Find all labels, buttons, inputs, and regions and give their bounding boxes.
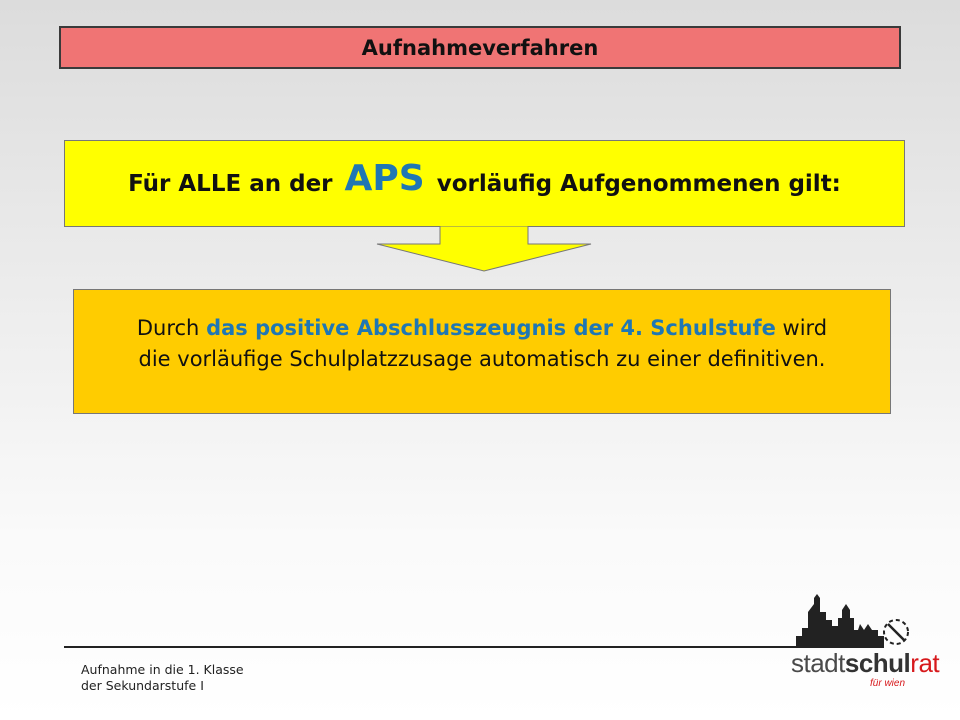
banner-text-start: Für ALLE an der (128, 170, 333, 197)
info-highlight: das positive Abschlusszeugnis der 4. Schulstufe (206, 315, 776, 340)
info-line-1-start: Durch (136, 315, 200, 340)
info-line-2: die vorläufige Schulplatzzusage automatisch zu einer definitiven. (138, 346, 826, 371)
footer-caption (81, 662, 244, 694)
logo-wordmark (791, 648, 939, 679)
logo-subtitle: für wien (870, 678, 906, 689)
banner-highlight: APS (344, 158, 425, 199)
info-line-1-end: wird (782, 315, 828, 340)
logo-part-stadt: stadt (791, 648, 845, 678)
slide-title-text: Aufnahmeverfahren (361, 35, 599, 60)
info-line-1 (137, 313, 827, 344)
logo-part-schul: schul (844, 648, 911, 678)
down-arrow-icon (376, 226, 592, 272)
city-skyline-logo-icon (788, 590, 918, 650)
slide-title (59, 26, 901, 69)
footer-line-2: der Sekundarstufe I (81, 678, 204, 693)
footer-line-1: Aufnahme in die 1. Klasse (81, 662, 244, 677)
info-box (73, 289, 891, 414)
banner-text-end: vorläufig Aufgenommenen gilt: (436, 170, 841, 197)
banner-box (64, 140, 905, 227)
logo-part-rat: rat (910, 648, 940, 678)
footer-divider (64, 646, 884, 648)
